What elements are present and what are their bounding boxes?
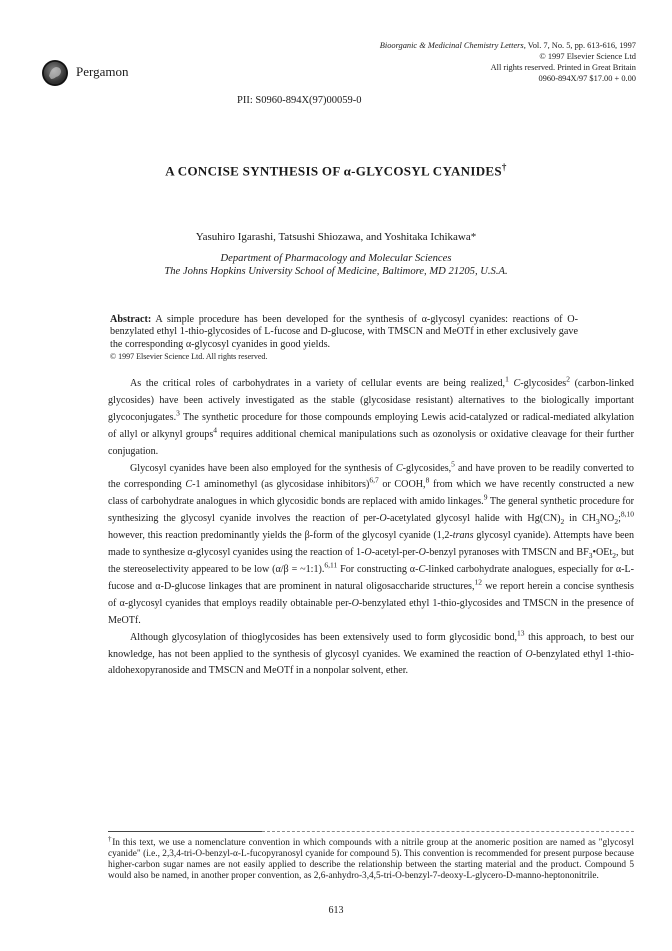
- pergamon-logo: [42, 60, 68, 86]
- journal-volume: , Vol. 7, No. 5, pp. 613-616, 1997: [523, 41, 636, 50]
- footnote-rule: [108, 831, 262, 832]
- footnote-rule-dashed: [262, 831, 634, 832]
- body-paragraph-2: Glycosyl cyanides have been also employed for the synthesis of C-glycosides,$^5$ and have proven to be readily converted to the corresponding C-1 aminomethyl (as glycosidase inhibitors)$^{6,7}$ or COOH,$^8$ from which we have recently constructed a new class of carbohydrate analogues in which glycosidic bonds are replaced with amido linkages.$^9$ The general synthetic procedure for synthesizing the glycosyl cyanide involves the reaction of per-O-acetylated glycosyl halide with $Hg(CN)_2$ in $CH_3NO_2;^{8,10}$ however, this reaction predominantly yields the β-form of the glycosyl cyanide (1,2-trans glycosyl cyanide). Attempts have been made to synthesize α-glycosyl cyanides using the reaction of 1-O-acetyl-per-O-benzyl pyranoses with TMSCN and $BF_3•OEt_2$, but the stereoselectivity appeared to be low (α/β = ~1:1).$^{6,11}$ For constructing α-C-linked carbohydrate analogues, especially for α-L-fucose and α-D-glucose linkages that are prominent in natural oligosaccharide structures,$^{12}$ we report herein a concise synthesis of α-glycosyl cyanides that employs readily obtainable per-O-benzylated ethyl 1-thio-glycosides and TMSCN in the presence of MeOTf.: [108, 459, 635, 626]
- publisher-name: Pergamon: [76, 64, 129, 79]
- paper-title: [0, 162, 672, 179]
- footnote: [108, 834, 635, 882]
- abstract: [110, 314, 578, 364]
- page-number: 613: [328, 905, 344, 916]
- copyright-line: © 1997 Elsevier Science Ltd: [539, 52, 636, 61]
- paper-title-text: A CONCISE SYNTHESIS OF α-GLYCOSYL CYANIDES: [165, 163, 502, 179]
- pii-identifier: PII: S0960-894X(97)00059-0: [237, 95, 362, 106]
- abstract-copyright: © 1997 Elsevier Science Ltd. All rights reserved.: [110, 352, 268, 362]
- affiliation-institution: The Johns Hopkins University School of Medicine, Baltimore, MD 21205, U.S.A.: [164, 266, 508, 277]
- title-footnote-mark: †: [501, 162, 507, 172]
- journal-citation: [256, 40, 636, 84]
- body-paragraph-1: As the critical roles of carbohydrates in a variety of cellular events are being realized,$^1$ C-glycosides$^2$ (carbon-linked glycosides) have been actively investigated as the stable (glycosidase resistant) alternatives to the biologically important glycoconjugates.$^3$ The synthetic procedure for those compounds employing Lewis acid-catalyzed or radical-mediated alkylation of allyl or alkynyl groups$^4$ requires additional chemical manipulations such as ozonolysis or oxidative cleavage for their further conjugation.: [108, 374, 635, 457]
- authors: Yasuhiro Igarashi, Tatsushi Shiozawa, and Yoshitaka Ichikawa*: [195, 231, 477, 243]
- affiliation: [0, 252, 672, 278]
- footnote-text: In this text, we use a nomenclature convention in which compounds with a nitrile group at the anomeric position are named as "glycosyl cyanide" (i.e., 2,3,4-tri-O-benzyl-α-L-fucopyranosyl cyanide for compound 5). This convention is recommended for present purpose because higher-carbon sugar names are not easily applied to describe the relationship between the starting material and the product. Compound 5 would also be named, in another proper convention, as 2,6-anhydro-3,4,5-tri-O-benzyl-7-deoxy-L-glycero-D-manno-heptononitrile.: [108, 838, 635, 881]
- affiliation-department: Department of Pharmacology and Molecular Sciences: [220, 253, 452, 264]
- body-text: [108, 376, 634, 680]
- abstract-text: A simple procedure has been developed for the synthesis of α-glycosyl cyanides: reactions of O-benzylated ethyl 1-thio-glycosides of L-fucose and D-glucose, with TMSCN and MeOTf in ether exclusively gave the corresponding α-glycosyl cyanides in good yields.: [110, 314, 578, 350]
- footnote-mark: †: [108, 834, 113, 843]
- rights-line: All rights reserved. Printed in Great Britain: [490, 63, 636, 72]
- abstract-label: Abstract:: [110, 314, 152, 325]
- issn-line: 0960-894X/97 $17.00 + 0.00: [538, 74, 636, 83]
- body-paragraph-3: Although glycosylation of thioglycosides has been extensively used to form glycosidic bond,$^{13}$ this approach, to best our knowledge, has not been applied to the synthesis of glycosyl cyanides. We examined the reaction of O-benzylated ethyl 1-thio-aldohexopyranoside and TMSCN and MeOTf in a nonpolar solvent, ether.: [108, 628, 635, 677]
- journal-name: Bioorganic & Medicinal Chemistry Letters: [379, 41, 524, 50]
